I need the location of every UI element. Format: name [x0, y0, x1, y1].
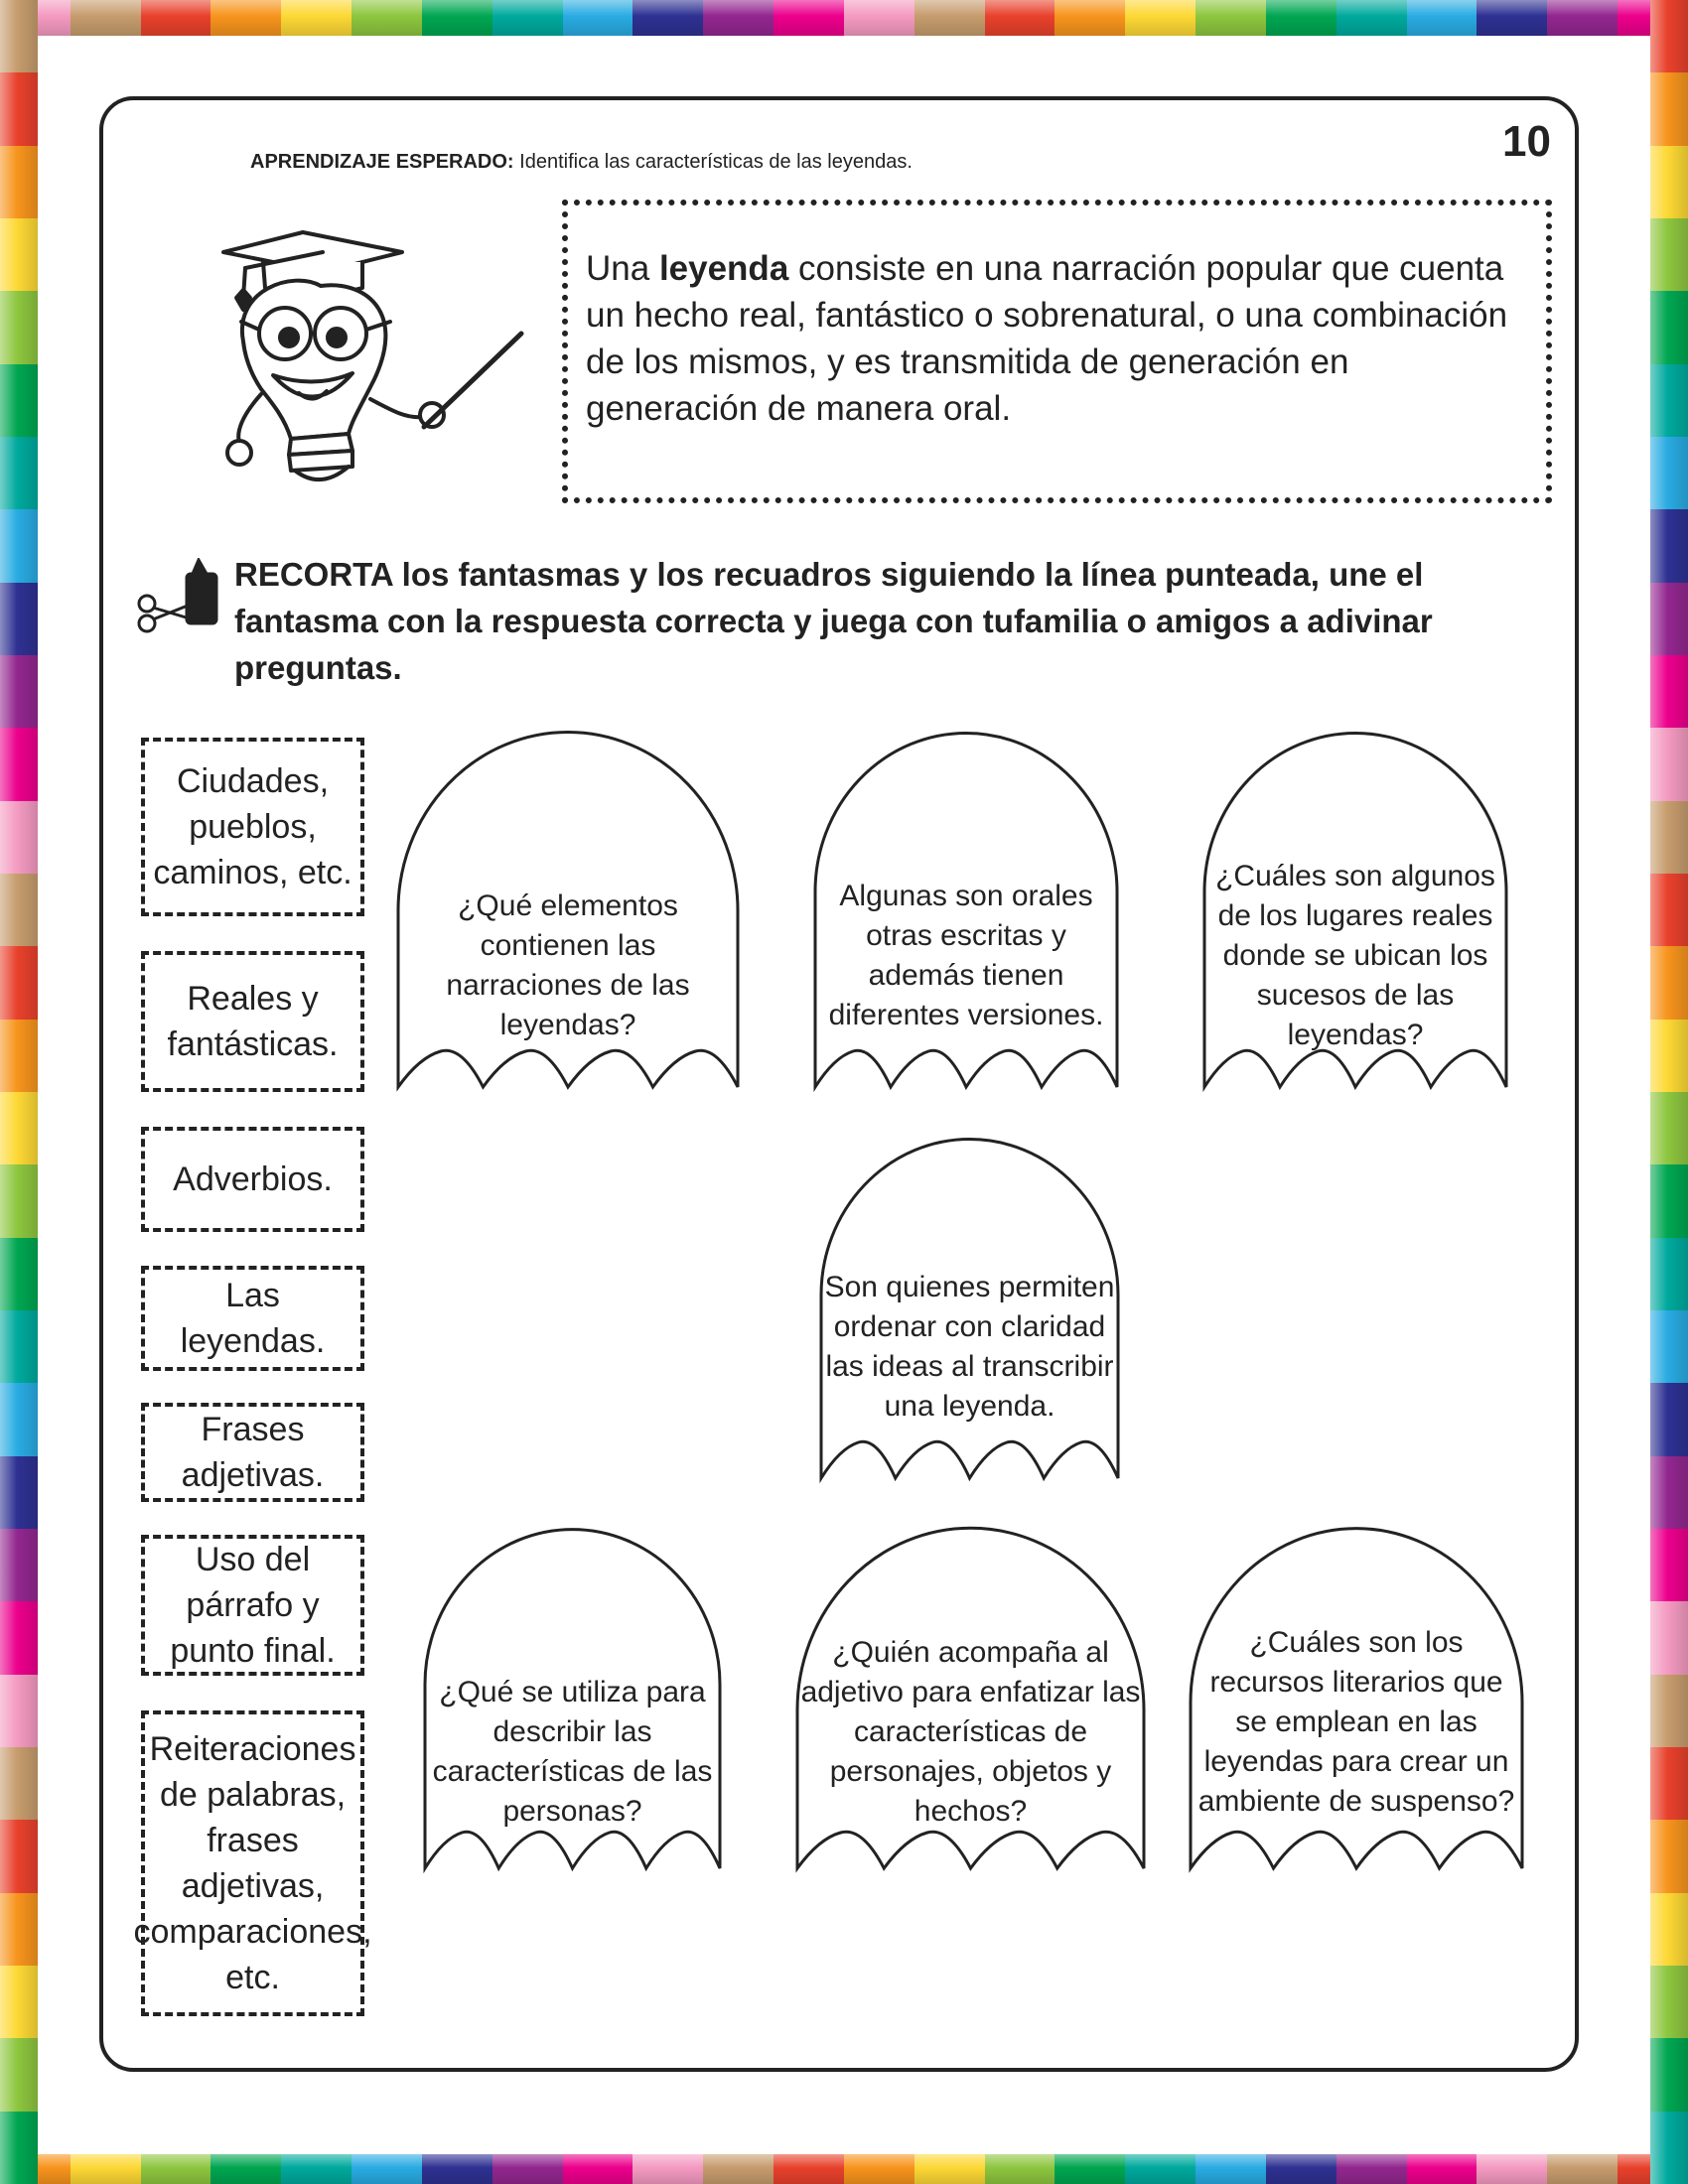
pencil-stripe — [1196, 2154, 1266, 2184]
ghost-card[interactable] — [818, 1144, 1121, 1486]
pencil-stripe — [1650, 1383, 1688, 1455]
pencil-stripe — [0, 437, 38, 509]
answer-text: Ciudades, pueblos, caminos, etc. — [153, 762, 352, 891]
pencil-stripe — [1477, 2154, 1547, 2184]
pencil-stripe — [1266, 2154, 1336, 2184]
pencil-stripe — [1125, 2154, 1196, 2184]
pencil-stripe — [1650, 874, 1688, 946]
ghost-question: ¿Cuáles son los recursos literarios que se emplean en las leyendas para crear un ambiente de suspenso? — [1197, 1626, 1515, 1818]
pencil-stripe — [985, 2154, 1055, 2184]
pencil-stripe — [70, 2154, 141, 2184]
pencil-stripe — [1650, 1675, 1688, 1747]
answer-box-frases-adjetivas[interactable] — [141, 1403, 364, 1502]
pencil-stripe — [422, 2154, 492, 2184]
pencil-stripe — [563, 2154, 633, 2184]
pencil-stripe — [633, 0, 703, 36]
pencil-stripe — [1407, 0, 1477, 36]
pencil-stripe — [1336, 0, 1407, 36]
pencil-stripe — [1196, 0, 1266, 36]
definition-box — [562, 200, 1552, 503]
ghost-card[interactable] — [794, 1534, 1147, 1876]
pencil-stripe — [0, 1966, 38, 2038]
pencil-border-right — [1650, 0, 1688, 2184]
pencil-stripe — [914, 2154, 985, 2184]
pencil-stripe — [1650, 2038, 1688, 2111]
pencil-stripe — [1125, 0, 1196, 36]
pencil-stripe — [211, 2154, 281, 2184]
ghost-answer: Algunas son orales otras escritas y además tienen diferentes versiones. — [828, 880, 1104, 1031]
pencil-stripe — [1650, 218, 1688, 291]
pencil-stripe — [1407, 2154, 1477, 2184]
pencil-stripe — [211, 0, 281, 36]
pencil-stripe — [1650, 1310, 1688, 1383]
pencil-border-left — [0, 0, 38, 2184]
pencil-stripe — [0, 583, 38, 655]
pencil-stripe — [0, 1164, 38, 1237]
pencil-stripe — [1650, 946, 1688, 1019]
pencil-stripe — [774, 2154, 844, 2184]
ghost-question: ¿Quién acompaña al adjetivo para enfatizar las características de personajes, objetos y hechos? — [800, 1636, 1141, 1828]
pencil-stripe — [1547, 2154, 1618, 2184]
ghost-card[interactable] — [1201, 738, 1509, 1095]
pencil-stripe — [1650, 291, 1688, 363]
pencil-stripe — [70, 0, 141, 36]
learning-objective-text: Identifica las características de las leyendas. — [519, 151, 913, 173]
pencil-stripe — [141, 0, 211, 36]
instructions-text: RECORTA los fantasmas y los recuadros siguiendo la línea punteada, une el fantasma con la respuesta correcta y juega con tufamilia o amigos a adivinar preguntas. — [234, 556, 1433, 686]
pencil-stripe — [0, 1675, 38, 1747]
pencil-stripe — [0, 1020, 38, 1092]
pencil-stripe — [1650, 1747, 1688, 1820]
pencil-stripe — [1650, 1966, 1688, 2038]
pencil-stripe — [1650, 1601, 1688, 1674]
ghost-question: ¿Qué se utiliza para describir las características de las personas? — [432, 1676, 713, 1828]
answer-text: Frases adjetivas. — [181, 1411, 325, 1494]
answer-box-ciudades[interactable] — [141, 738, 364, 916]
answer-text: Reiteraciones de palabras, frases adjetivas, comparaciones, etc. — [133, 1730, 372, 1996]
pencil-stripe — [0, 874, 38, 946]
pencil-stripe — [0, 1456, 38, 1529]
ghost-card[interactable] — [1188, 1534, 1525, 1876]
pencil-stripe — [914, 0, 985, 36]
answer-box-leyendas[interactable] — [141, 1266, 364, 1371]
pencil-stripe — [1650, 1893, 1688, 1966]
pencil-border-bottom — [0, 2154, 1688, 2184]
pencil-stripe — [1650, 583, 1688, 655]
pencil-stripe — [1650, 801, 1688, 874]
pencil-stripe — [633, 2154, 703, 2184]
pencil-stripe — [1266, 0, 1336, 36]
pencil-stripe — [563, 0, 633, 36]
pencil-stripe — [844, 0, 914, 36]
pencil-stripe — [1547, 0, 1618, 36]
answer-text: Adverbios. — [173, 1160, 333, 1198]
answer-text: Las leyendas. — [180, 1277, 326, 1360]
pencil-stripe — [281, 2154, 352, 2184]
pencil-stripe — [281, 0, 352, 36]
pencil-stripe — [0, 0, 38, 72]
pencil-stripe — [1650, 655, 1688, 728]
answer-text: Reales y fantásticas. — [167, 980, 339, 1063]
pencil-stripe — [0, 1310, 38, 1383]
answer-box-reiteraciones[interactable] — [133, 1710, 372, 2016]
pencil-stripe — [1650, 364, 1688, 437]
page-number: 10 — [1502, 117, 1551, 166]
pencil-stripe — [1650, 728, 1688, 800]
pencil-stripe — [774, 0, 844, 36]
pencil-stripe — [1650, 437, 1688, 509]
pencil-stripe — [1650, 1456, 1688, 1529]
pencil-stripe — [1650, 0, 1688, 72]
pencil-stripe — [1650, 1238, 1688, 1310]
pencil-stripe — [0, 801, 38, 874]
pencil-stripe — [703, 2154, 774, 2184]
answer-box-adverbios[interactable] — [141, 1127, 364, 1232]
pencil-stripe — [1650, 146, 1688, 218]
pencil-stripe — [0, 218, 38, 291]
pencil-stripe — [1650, 1020, 1688, 1092]
pencil-stripe — [0, 1893, 38, 1966]
pencil-stripe — [352, 2154, 422, 2184]
ghost-question: ¿Qué elementos contienen las narraciones de las leyendas? — [446, 889, 690, 1041]
pencil-stripe — [1650, 1164, 1688, 1237]
pencil-stripe — [0, 291, 38, 363]
pencil-stripe — [0, 1238, 38, 1310]
answer-box-reales[interactable] — [141, 951, 364, 1092]
pencil-stripe — [1650, 1820, 1688, 1892]
pencil-stripe — [0, 946, 38, 1019]
ghost-question: ¿Cuáles son algunos de los lugares reales donde se ubican los sucesos de las leyendas? — [1215, 860, 1495, 1051]
pencil-stripe — [1336, 2154, 1407, 2184]
pencil-stripe — [1477, 0, 1547, 36]
pencil-stripe — [0, 1529, 38, 1601]
pencil-stripe — [0, 2112, 38, 2184]
pencil-stripe — [844, 2154, 914, 2184]
ghost-answer: Son quienes permiten ordenar con claridad las ideas al transcribir una leyenda. — [824, 1271, 1115, 1423]
pencil-stripe — [0, 72, 38, 145]
definition-intro: Una — [586, 249, 659, 288]
pencil-stripe — [0, 1092, 38, 1164]
pencil-stripe — [1055, 0, 1125, 36]
pencil-stripe — [141, 2154, 211, 2184]
pencil-stripe — [492, 0, 563, 36]
pencil-stripe — [985, 0, 1055, 36]
pencil-stripe — [0, 1383, 38, 1455]
answer-box-uso-parrafo[interactable] — [141, 1535, 364, 1676]
pencil-stripe — [0, 509, 38, 582]
learning-objective — [250, 151, 913, 174]
pencil-border-top — [0, 0, 1688, 36]
ghost-card[interactable] — [395, 738, 741, 1095]
pencil-stripe — [0, 655, 38, 728]
pencil-stripe — [1650, 1529, 1688, 1601]
pencil-stripe — [1650, 509, 1688, 582]
pencil-stripe — [703, 0, 774, 36]
ghost-card[interactable] — [422, 1534, 723, 1876]
pencil-stripe — [0, 364, 38, 437]
learning-objective-label: APRENDIZAJE ESPERADO: — [250, 151, 514, 173]
scissors-glue-icon — [135, 558, 224, 637]
pencil-stripe — [492, 2154, 563, 2184]
definition-term: leyenda — [658, 249, 789, 288]
pencil-stripe — [1055, 2154, 1125, 2184]
pencil-stripe — [0, 146, 38, 218]
ghost-card[interactable] — [812, 738, 1120, 1095]
pencil-stripe — [1650, 72, 1688, 145]
definition-body: consiste en una narración popular que cuenta un hecho real, fantástico o sobrenatural, o una combinación de los mismos, y es transmitida de generación en generación de manera oral. — [586, 249, 1508, 428]
pencil-stripe — [0, 2038, 38, 2111]
pencil-stripe — [422, 0, 492, 36]
pencil-stripe — [0, 728, 38, 800]
pencil-stripe — [1650, 2112, 1688, 2184]
pencil-stripe — [0, 1820, 38, 1892]
pencil-stripe — [1650, 1092, 1688, 1164]
answer-text: Uso del párrafo y punto final. — [170, 1541, 336, 1670]
lightbulb-graduate-icon — [204, 230, 531, 508]
pencil-stripe — [352, 0, 422, 36]
pencil-stripe — [0, 1601, 38, 1674]
pencil-stripe — [0, 1747, 38, 1820]
